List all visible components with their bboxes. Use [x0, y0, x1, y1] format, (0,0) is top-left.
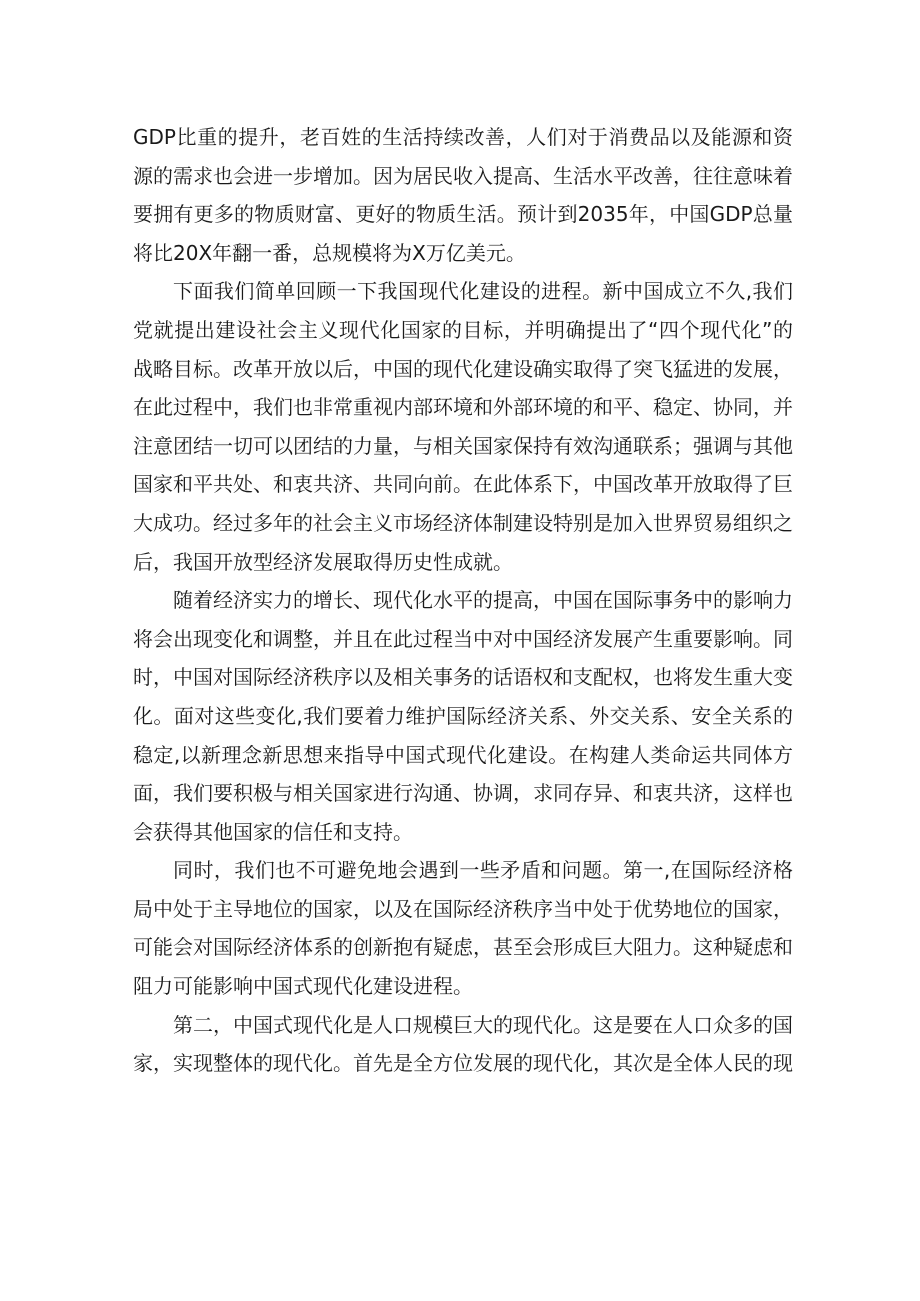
- paragraph-5: 第二，中国式现代化是人口规模巨大的现代化。这是要在人口众多的国家，实现整体的现代化。首先是全方位发展的现代化，其次是全体人民的现: [133, 1012, 793, 1076]
- paragraph-3: 随着经济实力的增长、现代化水平的提高，中国在国际事务中的影响力将会出现变化和调整，并且在此过程当中对中国经济发展产生重要影响。同时，中国对国际经济秩序以及相关事务的话语权和支配权，也将发生重大变化。面对这些变化,我们要着力维护国际经济关系、外交关系、安全关系的稳定,以新理念新思想来指导中国式现代化建设。在构建人类命运共同体方面，我们要积极与相关国家进行沟通、协调，求同存异、和衷共济，这样也会获得其他国家的信任和支持。: [133, 588, 793, 844]
- paragraph-4: 同时，我们也不可避免地会遇到一些矛盾和问题。第一,在国际经济格局中处于主导地位的国家，以及在国际经济秩序当中处于优势地位的国家，可能会对国际经济体系的创新抱有疑虑，甚至会形成巨大阻力。这种疑虑和阻力可能影响中国式现代化建设进程。: [133, 858, 793, 999]
- paragraph-2: 下面我们简单回顾一下我国现代化建设的进程。新中国成立不久,我们党就提出建设社会主义现代化国家的目标，并明确提出了“四个现代化”的战略目标。改革开放以后，中国的现代化建设确实取得了突飞猛进的发展，在此过程中，我们也非常重视内部环境和外部环境的和平、稳定、协同，并注意团结一切可以团结的力量，与相关国家保持有效沟通联系；强调与其他国家和平共处、和衷共济、共同向前。在此体系下，中国改革开放取得了巨大成功。经过多年的社会主义市场经济体制建设特别是加入世界贸易组织之后，我国开放型经济发展取得历史性成就。: [133, 279, 793, 574]
- paragraph-1: GDP比重的提升，老百姓的生活持续改善，人们对于消费品以及能源和资源的需求也会进一步增加。因为居民收入提高、生活水平改善，往往意味着要拥有更多的物质财富、更好的物质生活。预计到2035年，中国GDP总量将比20X年翻一番，总规模将为X万亿美元。: [133, 125, 793, 265]
- document-body: [133, 118, 793, 1083]
